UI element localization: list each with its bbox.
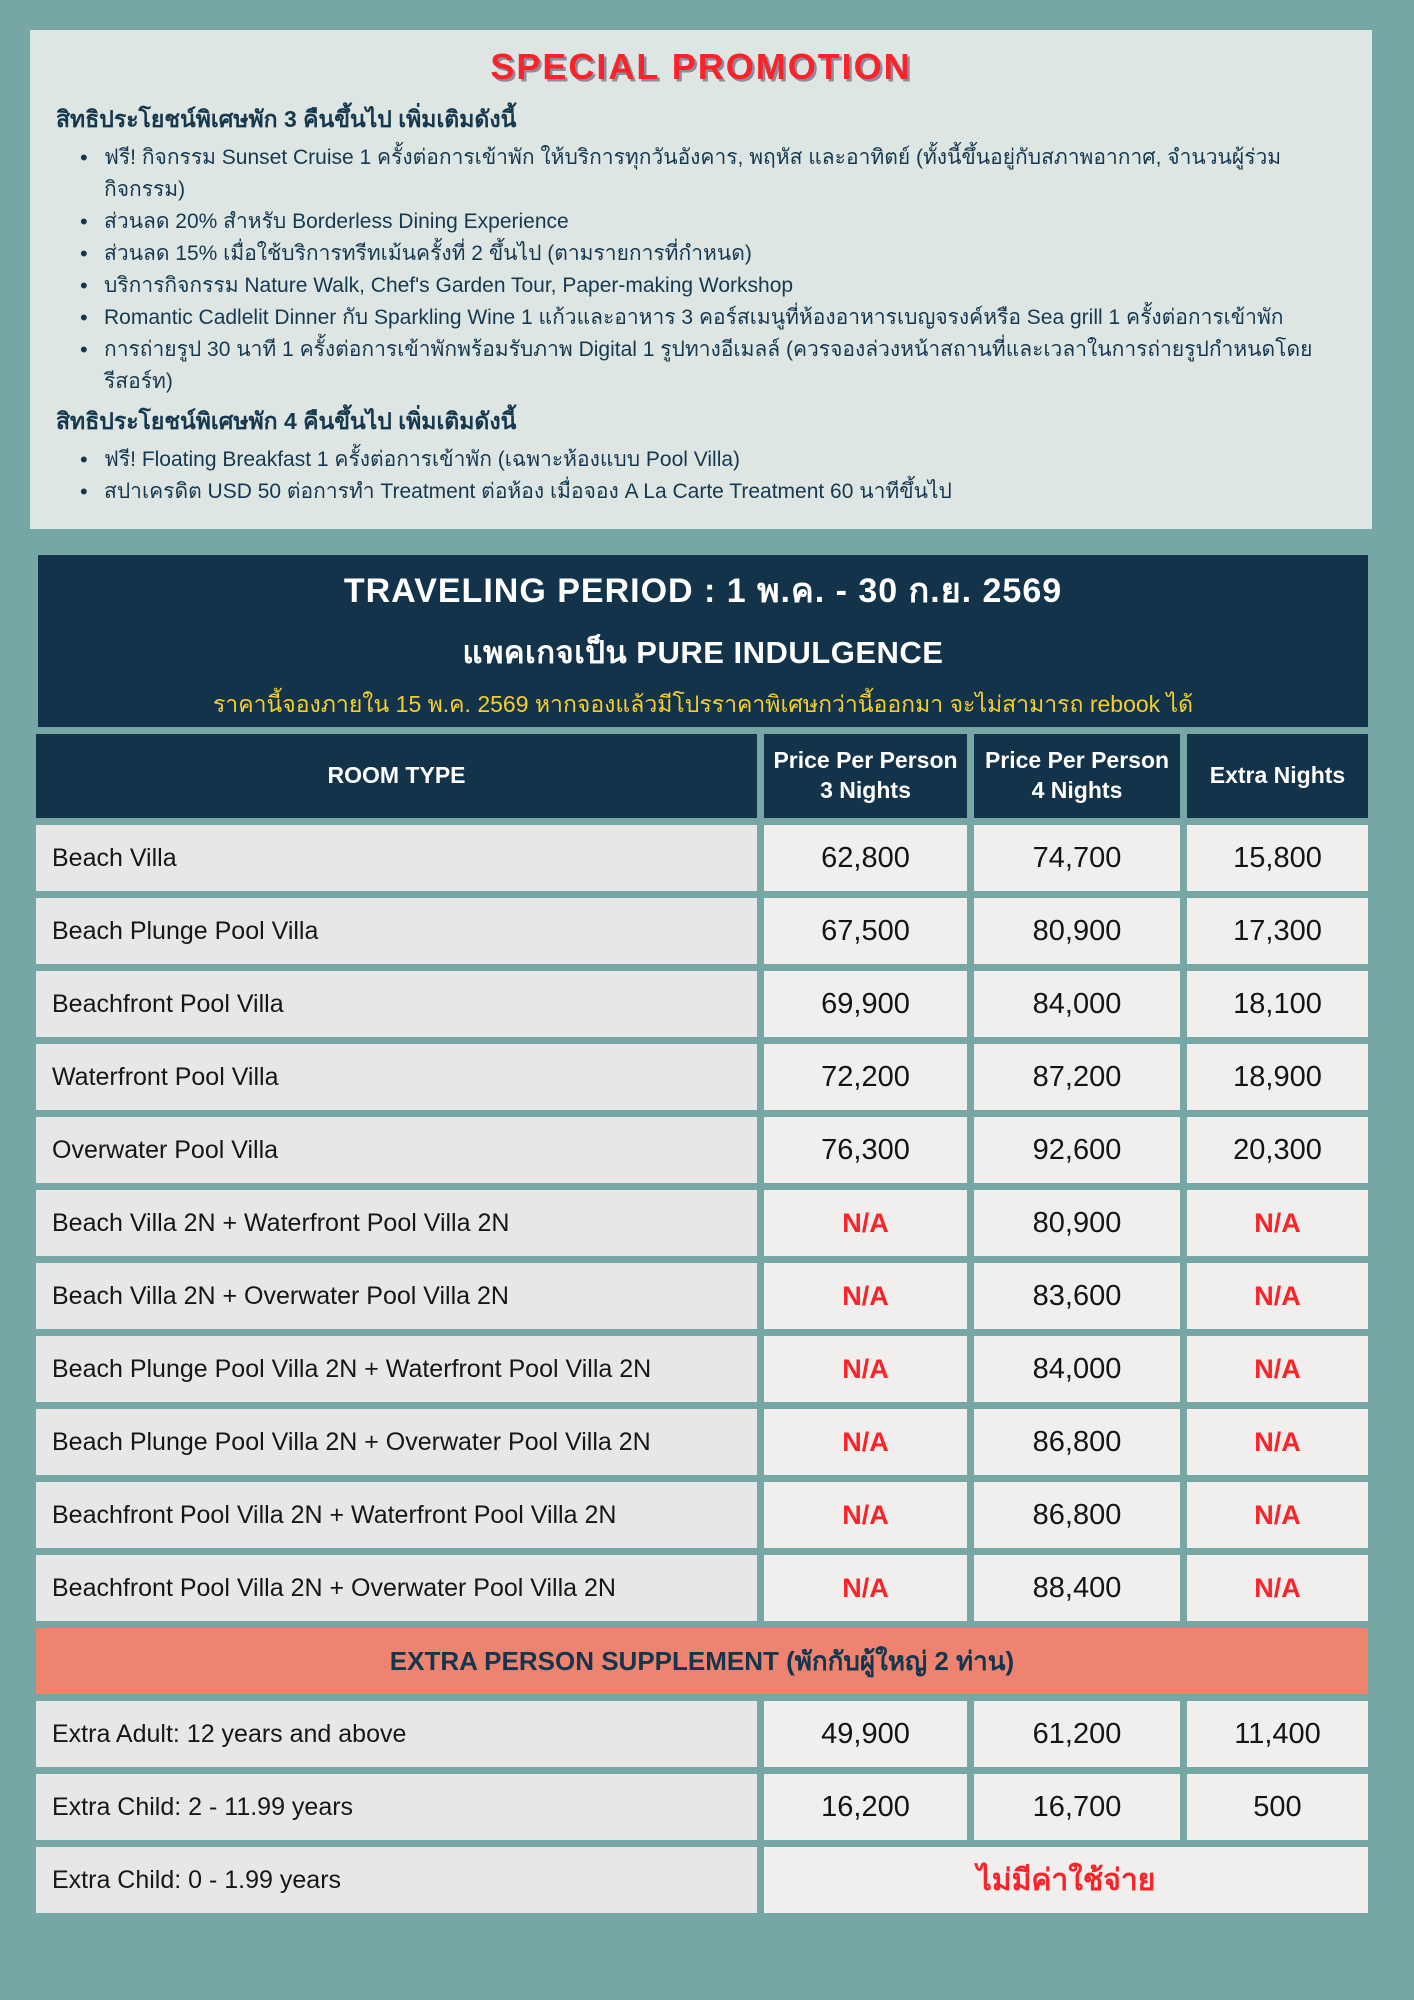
price-cell: 74,700 [974,825,1180,891]
price-cell: 20,300 [1187,1117,1368,1183]
room-name-cell: Beachfront Pool Villa [36,971,757,1037]
price-cell: 76,300 [764,1117,967,1183]
benefit-item: • ฟรี! Floating Breakfast 1 ครั้งต่อการเข้าพัก (เฉพาะห้องแบบ Pool Villa) [80,444,1346,476]
col-header-label: Extra Nights [1209,762,1346,789]
benefit-item: • Romantic Cadlelit Dinner กับ Sparkling Wine 1 แก้วและอาหาร 3 คอร์สเมนูที่ห้องอาหารเบญจรงค์หรือ Sea grill 1 ครั้งต่อการเข้าพัก [80,302,1346,334]
benefit-heading-3-nights: สิทธิประโยชน์พิเศษพัก 3 คืนขึ้นไป เพิ่มเติมดังนี้ [56,106,517,132]
room-name-cell: Beachfront Pool Villa 2N + Waterfront Pool Villa 2N [36,1482,757,1548]
price-cell: 16,200 [764,1774,967,1840]
benefit-item: • การถ่ายรูป 30 นาที 1 ครั้งต่อการเข้าพักพร้อมรับภาพ Digital 1 รูปทางอีเมลล์ (ควรจองล่วงหน้าสถานที่และเวลาในการถ่ายรูปกำหนดโดยรีสอร์ท) [80,334,1346,398]
price-cell: N/A [764,1409,967,1475]
price-cell: N/A [1187,1263,1368,1329]
price-cell: 500 [1187,1774,1368,1840]
col-header-label: ROOM TYPE [327,762,466,789]
col-header-extra-nights [1187,734,1368,818]
room-name-cell: Overwater Pool Villa [36,1117,757,1183]
booking-note: ราคานี้จองภายใน 15 พ.ค. 2569 หากจองแล้วมีโปรราคาพิเศษกว่านี้ออกมา จะไม่สามารถ rebook ได้ [212,691,1194,717]
price-cell: 49,900 [764,1701,967,1767]
price-cell: N/A [1187,1555,1368,1621]
price-cell: 72,200 [764,1044,967,1110]
price-cell: 86,800 [974,1482,1180,1548]
col-header-label: 3 Nights [820,777,911,803]
extra-person-supplement-banner: EXTRA PERSON SUPPLEMENT (พักกับผู้ใหญ่ 2 ท่าน) [36,1628,1368,1694]
price-cell: 92,600 [974,1117,1180,1183]
price-cell: N/A [1187,1336,1368,1402]
price-cell: N/A [1187,1190,1368,1256]
room-name-cell: Extra Child: 2 - 11.99 years [36,1774,757,1840]
price-cell: 84,000 [974,971,1180,1037]
package-name: แพคเกจเป็น PURE INDULGENCE [462,635,944,670]
room-name-cell: Beach Plunge Pool Villa [36,898,757,964]
promo-title: SPECIAL PROMOTION [490,46,912,87]
room-name-cell: Waterfront Pool Villa [36,1044,757,1110]
room-name-cell: Extra Adult: 12 years and above [36,1701,757,1767]
room-name-cell: Beach Plunge Pool Villa 2N + Overwater Pool Villa 2N [36,1409,757,1475]
price-cell: 18,100 [1187,971,1368,1037]
traveling-period-title: TRAVELING PERIOD : 1 พ.ค. - 30 ก.ย. 2569 [343,572,1063,610]
benefit-heading-4-nights: สิทธิประโยชน์พิเศษพัก 4 คืนขึ้นไป เพิ่มเติมดังนี้ [56,408,517,434]
room-name-cell: Beachfront Pool Villa 2N + Overwater Pool Villa 2N [36,1555,757,1621]
price-cell: 15,800 [1187,825,1368,891]
package-header [38,555,1368,727]
price-cell: 67,500 [764,898,967,964]
room-name-cell: Beach Villa 2N + Waterfront Pool Villa 2N [36,1190,757,1256]
price-cell: 11,400 [1187,1701,1368,1767]
rate-table [36,734,1368,1913]
col-header-4-nights [974,734,1180,818]
price-cell: 18,900 [1187,1044,1368,1110]
price-cell: 84,000 [974,1336,1180,1402]
price-cell: 88,400 [974,1555,1180,1621]
room-name-cell: Beach Plunge Pool Villa 2N + Waterfront Pool Villa 2N [36,1336,757,1402]
price-cell: N/A [764,1482,967,1548]
price-cell: N/A [764,1555,967,1621]
price-cell: N/A [1187,1482,1368,1548]
price-cell: 69,900 [764,971,967,1037]
price-cell: 87,200 [974,1044,1180,1110]
benefit-item: • ฟรี! กิจกรรม Sunset Cruise 1 ครั้งต่อการเข้าพัก ให้บริการทุกวันอังคาร, พฤหัส และอาทิตย์ (ทั้งนี้ขึ้นอยู่กับสภาพอากาศ, จำนวนผู้ร่วมกิจกรรม) [80,142,1346,206]
price-cell: 83,600 [974,1263,1180,1329]
benefit-item: • บริการกิจกรรม Nature Walk, Chef's Garden Tour, Paper-making Workshop [80,270,1346,302]
price-cell: 61,200 [974,1701,1180,1767]
col-header-label: Price Per Person [773,747,958,774]
benefit-list-4-nights [56,444,1346,508]
price-cell: 80,900 [974,898,1180,964]
price-cell: N/A [764,1336,967,1402]
price-cell: N/A [764,1190,967,1256]
price-cell: 16,700 [974,1774,1180,1840]
price-cell: 80,900 [974,1190,1180,1256]
price-cell: 62,800 [764,825,967,891]
price-cell: 17,300 [1187,898,1368,964]
benefit-item: • ส่วนลด 20% สำหรับ Borderless Dining Experience [80,206,1346,238]
benefit-item: • ส่วนลด 15% เมื่อใช้บริการทรีทเม้นครั้งที่ 2 ขึ้นไป (ตามรายการที่กำหนด) [80,238,1346,270]
col-header-3-nights [764,734,967,818]
price-cell: 86,800 [974,1409,1180,1475]
col-header-label: Price Per Person [984,747,1170,774]
benefit-item: • สปาเครดิต USD 50 ต่อการทำ Treatment ต่อห้อง เมื่อจอง A La Carte Treatment 60 นาทีขึ้นไป [80,476,1346,508]
benefit-list-3-nights [56,142,1346,398]
col-header-label: 4 Nights [1031,777,1123,803]
promo-panel [30,30,1372,529]
no-charge-cell: ไม่มีค่าใช้จ่าย [764,1847,1368,1913]
room-name-cell: Beach Villa [36,825,757,891]
price-cell: N/A [764,1263,967,1329]
col-header-room-type [36,734,757,818]
price-cell: N/A [1187,1409,1368,1475]
room-name-cell: Beach Villa 2N + Overwater Pool Villa 2N [36,1263,757,1329]
room-name-cell: Extra Child: 0 - 1.99 years [36,1847,757,1913]
